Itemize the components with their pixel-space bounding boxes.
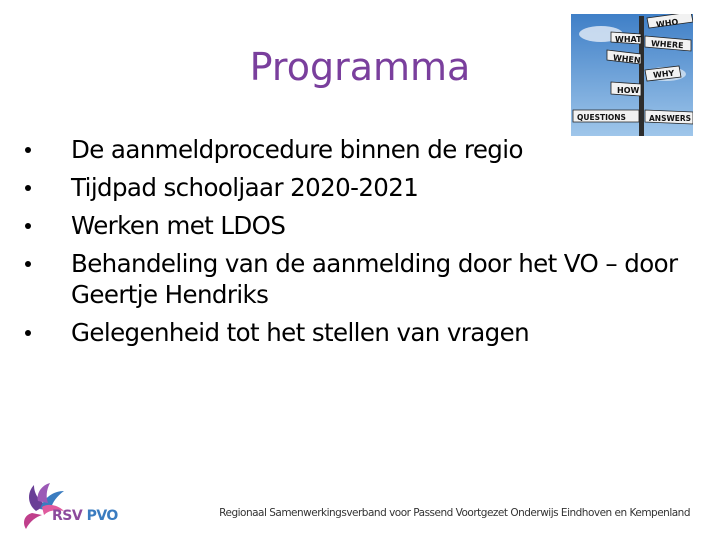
sign-who: WHO [655,17,679,30]
bullet-item: Tijdpad schooljaar 2020-2021 [22,172,692,203]
sign-how: HOW [617,86,640,95]
logo-rsv: RSV [52,508,83,524]
bullet-list [22,134,692,355]
footer-text: Regionaal Samenwerkingsverband voor Passend Voortgezet Onderwijs Eindhoven en Kempenland [219,507,690,519]
sign-what: WHAT [615,35,642,44]
bullet-item: Gelegenheid tot het stellen van vragen [22,317,692,348]
bullet-dot-icon [25,185,31,191]
sign-questions: QUESTIONS [577,113,626,122]
logo-text [52,508,118,524]
bullet-dot-icon [25,330,31,336]
bullet-item: De aanmeldprocedure binnen de regio [22,134,692,165]
bullet-dot-icon [25,223,31,229]
bullet-dot-icon [25,261,31,267]
sign-answers: ANSWERS [649,114,692,123]
bullet-dot-icon [25,147,31,153]
sign-why: WHY [652,68,675,80]
sign-where: WHERE [650,38,684,51]
logo-pvo: PVO [86,508,118,524]
sign-when: WHEN [612,53,641,66]
slide-title: Programma [249,45,471,89]
signpost-image [571,14,693,136]
rsv-pvo-logo [22,481,132,533]
bullet-item: Werken met LDOS [22,210,692,241]
bullet-item: Behandeling van de aanmelding door het VO – door Geertje Hendriks [22,248,692,310]
